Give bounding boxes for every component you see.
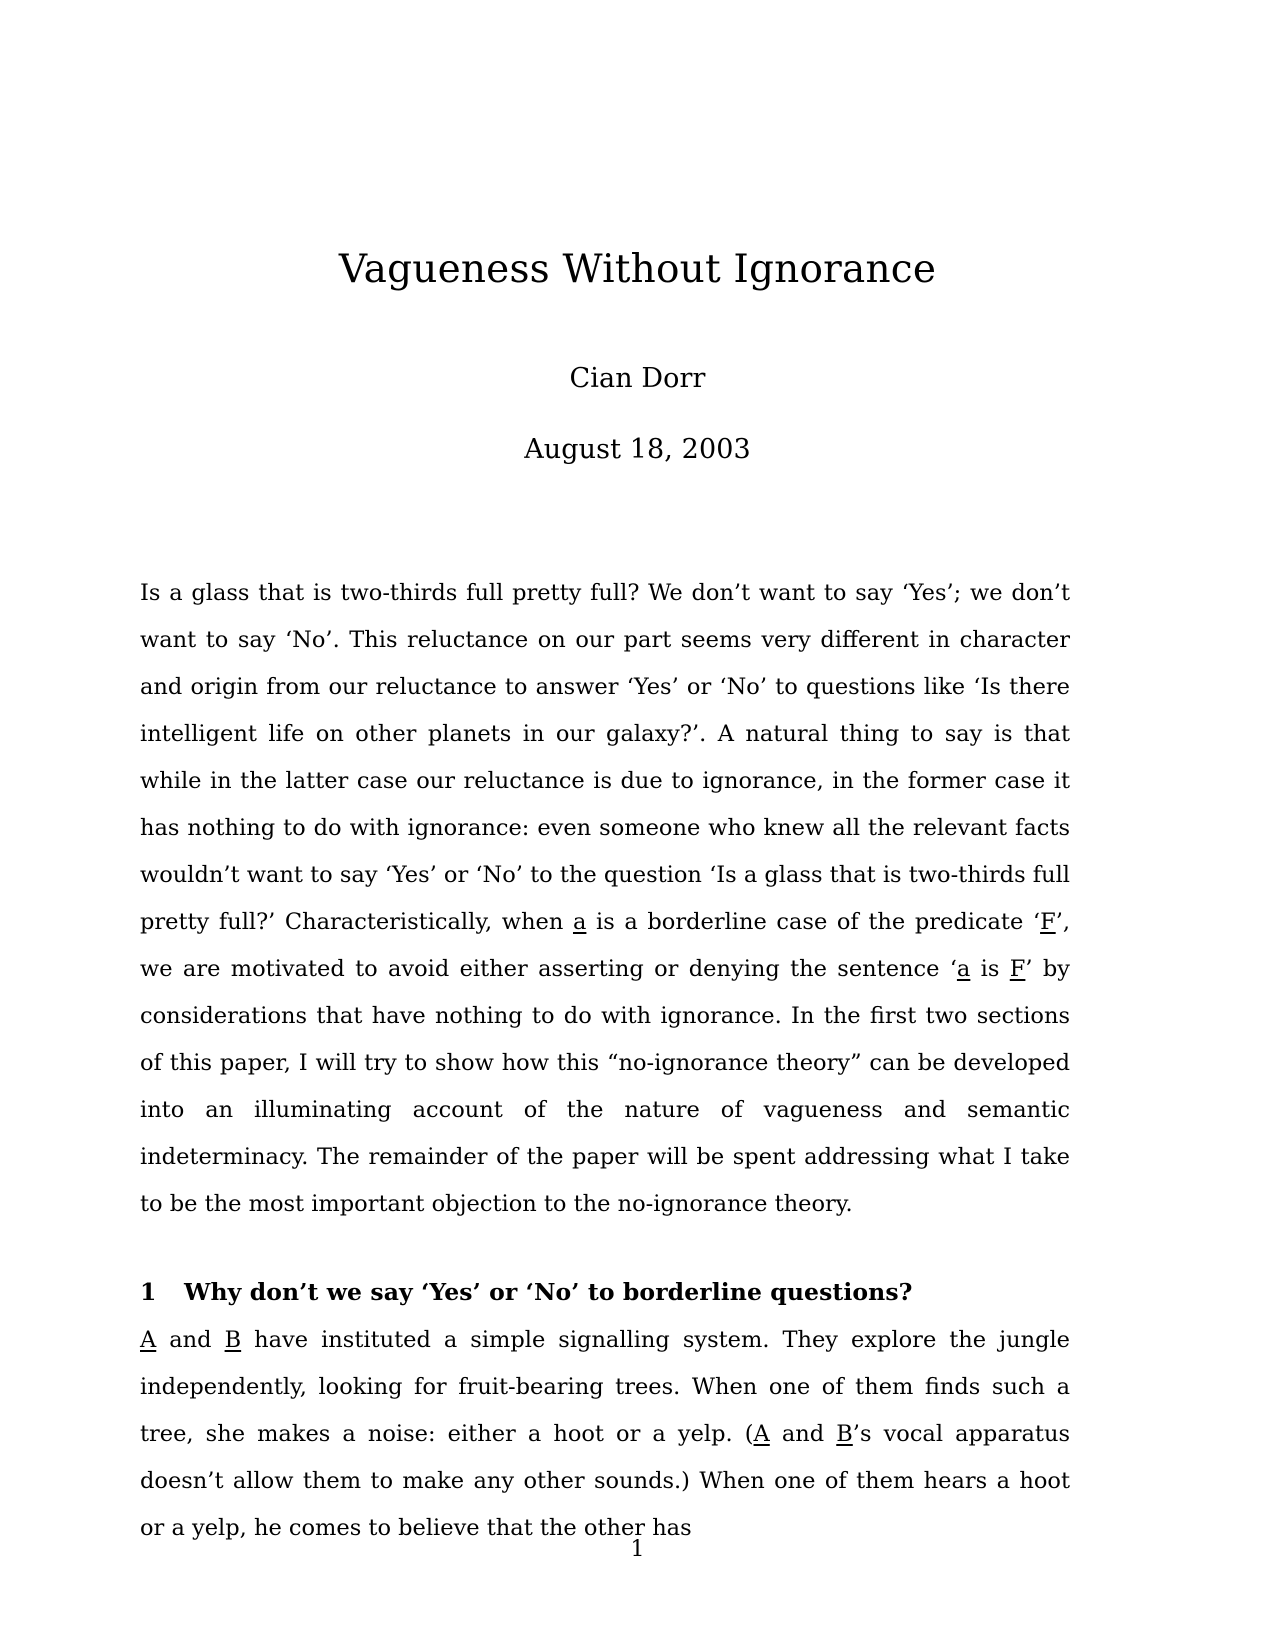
intro-text-part-5: ’ by considerations that have nothing to do with ignorance. In the first two sections of this paper, I will try to show how this “no-ignorance theory” can be developed into an illuminating account of the nature of vagueness and semantic indeterminacy. The remainder of the paper will be spent addressing what I take to be the most important objection to the no-ignorance theory. xyxy=(140,956,1070,1217)
variable-a: a xyxy=(956,956,971,982)
author-name: Cian Dorr xyxy=(569,362,706,394)
section-heading-1 xyxy=(140,1228,1070,1317)
body-content xyxy=(140,570,1070,1552)
section-title: Why don’t we say ‘Yes’ or ‘No’ to borderline questions? xyxy=(184,1278,913,1306)
intro-text-part-2: is a borderline case of the predicate ‘ xyxy=(586,909,1041,935)
section-1-text-part-4: ’s vocal apparatus doesn’t allow them to make any other sounds.) When one of them hears a hoot or a yelp, he comes to believe that the other has xyxy=(140,1421,1070,1541)
intro-paragraph xyxy=(140,570,1070,1228)
intro-text-part-3: ’, we are motivated to avoid either asserting or denying the sentence ‘ xyxy=(140,909,1070,982)
section-1-text-part-2: have instituted a simple signalling system. They explore the jungle independently, looking for fruit-bearing trees. When one of them finds such a tree, she makes a noise: either a hoot or a yelp. ( xyxy=(140,1327,1070,1447)
section-1-text-part-3: and xyxy=(769,1421,837,1447)
section-1-paragraph xyxy=(140,1317,1070,1552)
intro-text-part-1: Is a glass that is two-thirds full pretty full? We don’t want to say ‘Yes’; we don’t want to say ‘No’. This reluctance on our part seems very different in character and origin from our reluctance to answer ‘Yes’ or ‘No’ to questions like ‘Is there intelligent life on other planets in our galaxy?’. A natural thing to say is that while in the latter case our reluctance is due to ignorance, in the former case it has nothing to do with ignorance: even someone who knew all the relevant facts wouldn’t want to say ‘Yes’ or ‘No’ to the question ‘Is a glass that is two-thirds full pretty full?’ Characteristically, when xyxy=(140,580,1070,935)
publication-date: August 18, 2003 xyxy=(524,433,751,465)
intro-text-part-4: is xyxy=(970,956,1010,982)
variable-F: F xyxy=(1009,956,1026,982)
variable-B: B xyxy=(836,1421,853,1447)
section-number: 1 xyxy=(140,1278,157,1306)
title-block xyxy=(0,247,1275,465)
variable-A: A xyxy=(753,1421,770,1447)
variable-B: B xyxy=(224,1327,242,1353)
section-1-text-part-1: and xyxy=(156,1327,225,1353)
variable-A: A xyxy=(140,1327,157,1353)
page-number: 1 xyxy=(630,1537,645,1562)
page-title: Vagueness Without Ignorance xyxy=(338,247,937,292)
variable-a: a xyxy=(572,909,587,935)
variable-F: F xyxy=(1040,909,1056,935)
